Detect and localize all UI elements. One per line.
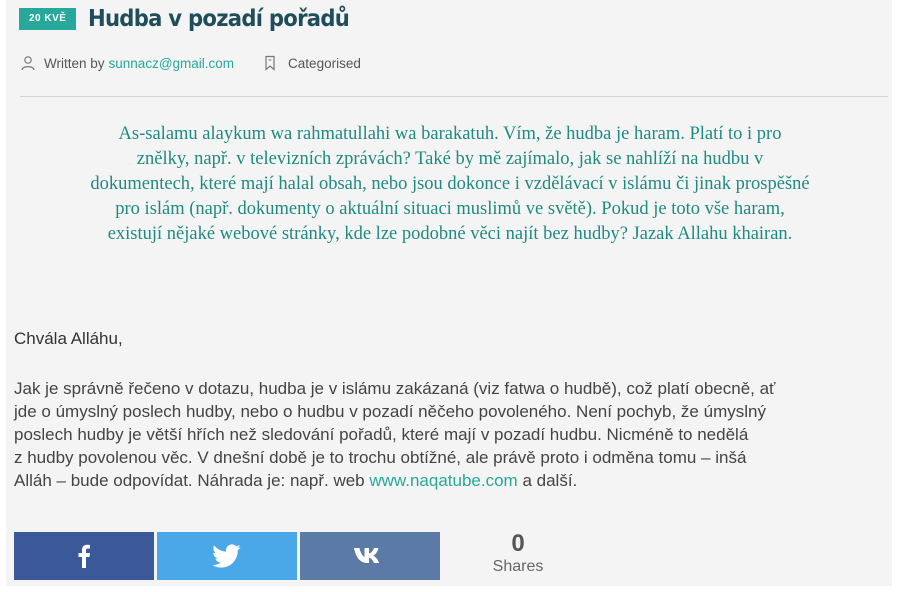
bookmark-icon	[264, 55, 276, 71]
written-by-label: Written by	[44, 55, 105, 71]
answer-line: Jak je správně řečeno v dotazu, hudba je v islámu zakázaná (viz fatwa o hudbě), což platí obecně, ať	[14, 379, 776, 398]
share-count-label: Shares	[492, 558, 544, 575]
facebook-share-button[interactable]	[14, 532, 154, 580]
divider	[20, 96, 888, 97]
twitter-share-button[interactable]	[157, 532, 297, 580]
vk-icon	[353, 546, 387, 566]
category-label[interactable]: Categorised	[288, 55, 361, 71]
share-counter	[478, 531, 558, 577]
article-card	[6, 0, 892, 586]
naqatube-link[interactable]: www.naqatube.com	[369, 471, 518, 490]
date-badge: 20 KVĚ	[19, 8, 76, 30]
question-line: dokumentech, které mají halal obsah, nebo jsou dokonce i vzdělávací v islámu či jinak prospěšné	[90, 174, 810, 194]
answer-line-suffix: a další.	[517, 471, 578, 490]
author-link[interactable]: sunnacz@gmail.com	[108, 55, 235, 71]
user-icon	[20, 55, 36, 71]
answer-line: z hudby povolenou věc. V dnešní době je to trochu obtížné, ale právě proto i odměna tomu – inšá	[14, 448, 747, 467]
post-title[interactable]: Hudba v pozadí pořadů	[88, 6, 350, 32]
facebook-icon	[77, 544, 91, 568]
question-line: pro islám (např. dokumenty o aktuální situaci muslimů ve světě). Pokud je toto vše haram,	[115, 199, 785, 219]
answer-line-prefix: Alláh – bude odpovídat. Náhrada je: např. web	[14, 471, 370, 490]
question-line: As-salamu alaykum wa rahmatullahi wa barakatuh. Vím, že hudba je haram. Platí to i pro	[118, 124, 782, 144]
post-meta	[20, 55, 361, 71]
answer-line: poslech hudby je větší hřích než sledování pořadů, které mají v pozadí hudbu. Nicméně to nedělá	[14, 425, 749, 444]
answer-greeting: Chvála Alláhu,	[14, 329, 123, 348]
share-count: 0	[511, 530, 525, 557]
question-text	[10, 122, 890, 247]
answer-text	[14, 377, 775, 492]
twitter-icon	[213, 544, 241, 568]
answer-line: jde o úmyslný poslech hudby, nebo o hudbu v pozadí něčeho povoleného. Není pochyb, že úmyslný	[14, 402, 766, 421]
share-bar	[14, 532, 443, 580]
vk-share-button[interactable]	[300, 532, 440, 580]
post-header	[19, 6, 372, 32]
question-line: znělky, např. v televizních zprávách? Také by mě zajímalo, jak se nahlíží na hudbu v	[136, 149, 764, 169]
answer-line-last	[14, 469, 775, 492]
question-line: existují nějaké webové stránky, kde lze podobné věci najít bez hudby? Jazak Allahu khairan.	[107, 224, 793, 244]
